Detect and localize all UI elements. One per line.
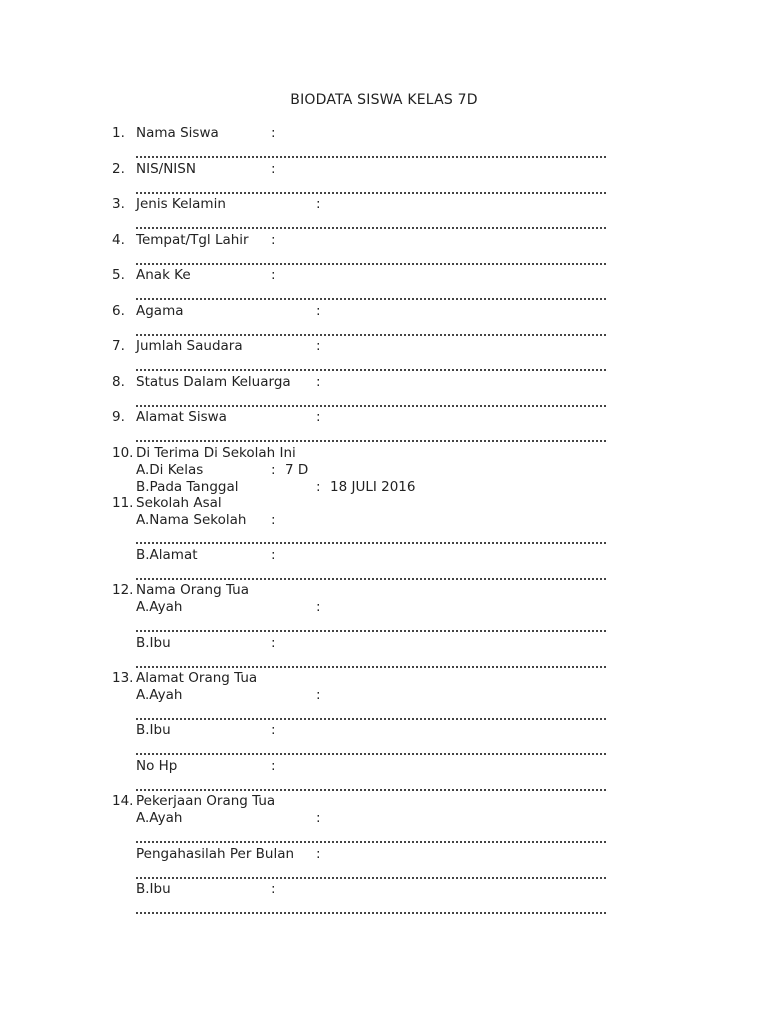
item-number: 4. bbox=[112, 232, 125, 248]
section-label-alamat-orang-tua: Alamat Orang Tua bbox=[136, 670, 258, 686]
field-label-jenis-kelamin: Jenis Kelamin bbox=[136, 196, 226, 212]
field-colon: : bbox=[271, 125, 276, 141]
field-colon: : bbox=[316, 479, 321, 495]
item-number: 11. bbox=[112, 495, 134, 511]
field-label-nama-ibu: B.Ibu bbox=[136, 635, 171, 651]
field-colon: : bbox=[271, 462, 276, 478]
field-colon: : bbox=[316, 687, 321, 703]
section-label-nama-orang-tua: Nama Orang Tua bbox=[136, 582, 249, 598]
item-number: 1. bbox=[112, 125, 125, 141]
item-number: 8. bbox=[112, 374, 125, 390]
item-number: 10. bbox=[112, 445, 134, 461]
field-colon: : bbox=[271, 758, 276, 774]
field-label-di-kelas: A.Di Kelas bbox=[136, 462, 204, 478]
fill-line-anak-ke[interactable] bbox=[136, 288, 606, 300]
field-colon: : bbox=[316, 846, 321, 862]
field-label-pekerjaan-ayah: A.Ayah bbox=[136, 810, 183, 826]
fill-line-nama-sekolah[interactable] bbox=[136, 532, 606, 544]
field-label-nama-ayah: A.Ayah bbox=[136, 599, 183, 615]
field-colon: : bbox=[316, 810, 321, 826]
field-label-jumlah-saudara: Jumlah Saudara bbox=[136, 338, 243, 354]
section-label-diterima: Di Terima Di Sekolah Ini bbox=[136, 445, 296, 461]
field-colon: : bbox=[271, 547, 276, 563]
fill-line-agama[interactable] bbox=[136, 324, 606, 336]
fill-line-jumlah-saudara[interactable] bbox=[136, 359, 606, 371]
field-colon: : bbox=[316, 599, 321, 615]
field-colon: : bbox=[271, 635, 276, 651]
item-number: 13. bbox=[112, 670, 134, 686]
fill-line-nama-ayah[interactable] bbox=[136, 620, 606, 632]
fill-line-alamat-ibu[interactable] bbox=[136, 743, 606, 755]
field-value-pada-tanggal: 18 JULI 2016 bbox=[330, 479, 416, 495]
field-colon: : bbox=[271, 512, 276, 528]
field-label-alamat-sekolah: B.Alamat bbox=[136, 547, 198, 563]
fill-line-alamat-ayah[interactable] bbox=[136, 708, 606, 720]
item-number: 9. bbox=[112, 409, 125, 425]
fill-line-nama-ibu[interactable] bbox=[136, 656, 606, 668]
item-number: 7. bbox=[112, 338, 125, 354]
field-label-nama-sekolah: A.Nama Sekolah bbox=[136, 512, 247, 528]
field-label-alamat-ibu: B.Ibu bbox=[136, 722, 171, 738]
field-colon: : bbox=[271, 881, 276, 897]
fill-line-no-hp[interactable] bbox=[136, 779, 606, 791]
field-colon: : bbox=[271, 232, 276, 248]
fill-line-tempat-tgl-lahir[interactable] bbox=[136, 253, 606, 265]
item-number: 5. bbox=[112, 267, 125, 283]
field-label-status-dalam-keluarga: Status Dalam Keluarga bbox=[136, 374, 291, 390]
field-value-di-kelas: 7 D bbox=[285, 462, 309, 478]
fill-line-nama-siswa[interactable] bbox=[136, 146, 606, 158]
field-colon: : bbox=[316, 409, 321, 425]
field-colon: : bbox=[316, 338, 321, 354]
item-number: 6. bbox=[112, 303, 125, 319]
field-colon: : bbox=[316, 196, 321, 212]
field-colon: : bbox=[271, 722, 276, 738]
field-label-no-hp: No Hp bbox=[136, 758, 178, 774]
field-colon: : bbox=[271, 267, 276, 283]
field-label-pada-tanggal: B.Pada Tanggal bbox=[136, 479, 239, 495]
field-label-nis-nisn: NIS/NISN bbox=[136, 161, 196, 177]
item-number: 2. bbox=[112, 161, 125, 177]
field-colon: : bbox=[316, 303, 321, 319]
page-title: BIODATA SISWA KELAS 7D bbox=[290, 92, 478, 108]
fill-line-pekerjaan-ibu[interactable] bbox=[136, 902, 606, 914]
field-label-agama: Agama bbox=[136, 303, 184, 319]
field-colon: : bbox=[271, 161, 276, 177]
field-label-penghasilan: Pengahasilah Per Bulan bbox=[136, 846, 295, 862]
fill-line-status-dalam-keluarga[interactable] bbox=[136, 395, 606, 407]
field-colon: : bbox=[316, 374, 321, 390]
item-number: 14. bbox=[112, 793, 134, 809]
fill-line-alamat-siswa[interactable] bbox=[136, 430, 606, 442]
item-number: 12. bbox=[112, 582, 134, 598]
item-number: 3. bbox=[112, 196, 125, 212]
field-label-pekerjaan-ibu: B.Ibu bbox=[136, 881, 171, 897]
field-label-alamat-siswa: Alamat Siswa bbox=[136, 409, 227, 425]
field-label-nama-siswa: Nama Siswa bbox=[136, 125, 219, 141]
field-label-tempat-tgl-lahir: Tempat/Tgl Lahir bbox=[136, 232, 249, 248]
section-label-sekolah-asal: Sekolah Asal bbox=[136, 495, 222, 511]
fill-line-penghasilan[interactable] bbox=[136, 867, 606, 879]
section-label-pekerjaan-orang-tua: Pekerjaan Orang Tua bbox=[136, 793, 276, 809]
fill-line-pekerjaan-ayah[interactable] bbox=[136, 831, 606, 843]
field-label-alamat-ayah: A.Ayah bbox=[136, 687, 183, 703]
field-label-anak-ke: Anak Ke bbox=[136, 267, 191, 283]
fill-line-jenis-kelamin[interactable] bbox=[136, 217, 606, 229]
fill-line-nis-nisn[interactable] bbox=[136, 182, 606, 194]
fill-line-alamat-sekolah[interactable] bbox=[136, 568, 606, 580]
